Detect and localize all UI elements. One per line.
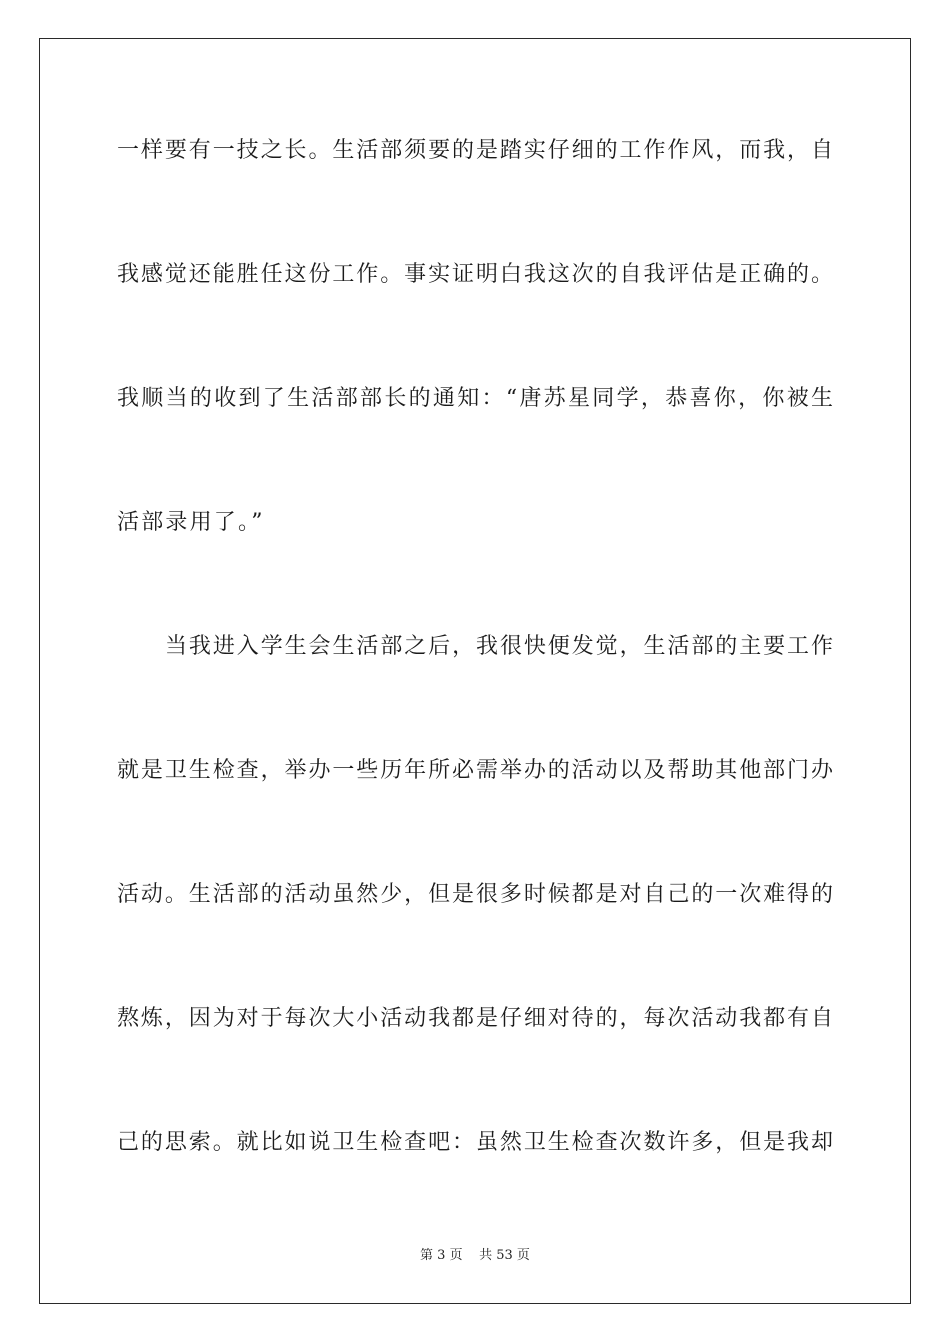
body-line-9: 己的思索。就比如说卫生检查吧：虽然卫生检查次数许多，但是我却 xyxy=(117,1130,833,1155)
page-footer xyxy=(0,1247,950,1265)
body-line-8: 熬炼，因为对于每次大小活动我都是仔细对待的，每次活动我都有自 xyxy=(117,1006,833,1031)
body-line-6: 就是卫生检查，举办一些历年所必需举办的活动以及帮助其他部门办 xyxy=(117,758,833,783)
page-number: 第 3 页 xyxy=(420,1248,463,1263)
body-line-1: 一样要有一技之长。生活部须要的是踏实仔细的工作作风，而我，自 xyxy=(117,138,833,163)
body-line-2: 我感觉还能胜任这份工作。事实证明白我这次的自我评估是正确的。 xyxy=(117,262,833,287)
page-total: 共 53 页 xyxy=(479,1248,530,1263)
body-line-5: 当我进入学生会生活部之后，我很快便发觉，生活部的主要工作 xyxy=(165,634,833,659)
body-line-4: 活部录用了。” xyxy=(117,510,265,535)
body-line-7: 活动。生活部的活动虽然少，但是很多时候都是对自己的一次难得的 xyxy=(117,882,833,907)
body-line-3: 我顺当的收到了生活部部长的通知：“唐苏星同学，恭喜你，你被生 xyxy=(117,386,833,411)
page-border xyxy=(39,38,911,1304)
